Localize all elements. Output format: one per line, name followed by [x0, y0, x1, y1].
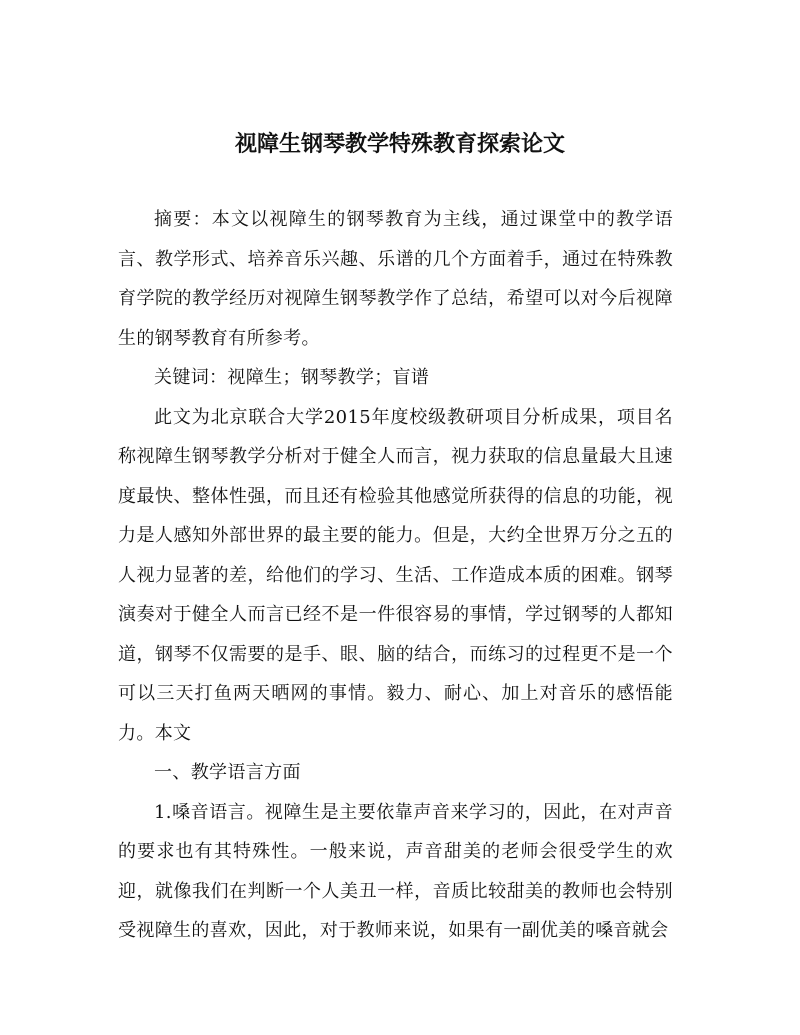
document-body	[118, 200, 673, 951]
intro-paragraph: 此文为北京联合大学2015年度校级教研项目分析成果，项目名称视障生钢琴教学分析对于健全人而言，视力获取的信息量最大且速度最快、整体性强，而且还有检验其他感觉所获得的信息的功能，视力是人感知外部世界的最主要的能力。但是，大约全世界万分之五的人视力显著的差，给他们的学习、生活、工作造成本质的困难。钢琴演奏对于健全人而言已经不是一件很容易的事情，学过钢琴的人都知道，钢琴不仅需要的是手、眼、脑的结合，而练习的过程更不是一个可以三天打鱼两天晒网的事情。毅力、耐心、加上对音乐的感悟能力。本文	[118, 406, 673, 744]
abstract-paragraph: 摘要：本文以视障生的钢琴教育为主线，通过课堂中的教学语言、教学形式、培养音乐兴趣、乐谱的几个方面着手，通过在特殊教育学院的教学经历对视障生钢琴教学作了总结，希望可以对今后视障生的钢琴教育有所参考。	[118, 209, 673, 349]
document-title: 视障生钢琴教学特殊教育探索论文	[234, 131, 565, 157]
section-heading-teaching-language: 一、教学语言方面	[154, 762, 301, 783]
keywords-paragraph: 关键词：视障生；钢琴教学；盲谱	[154, 367, 430, 388]
voice-language-paragraph: 1.嗓音语言。视障生是主要依靠声音来学习的，因此，在对声音的要求也有其特殊性。一般来说，声音甜美的老师会很受学生的欢迎，就像我们在判断一个人美丑一样，音质比较甜美的教师也会特别受视障生的喜欢，因此，对于教师来说，如果有一副优美的嗓音就会	[118, 801, 673, 941]
